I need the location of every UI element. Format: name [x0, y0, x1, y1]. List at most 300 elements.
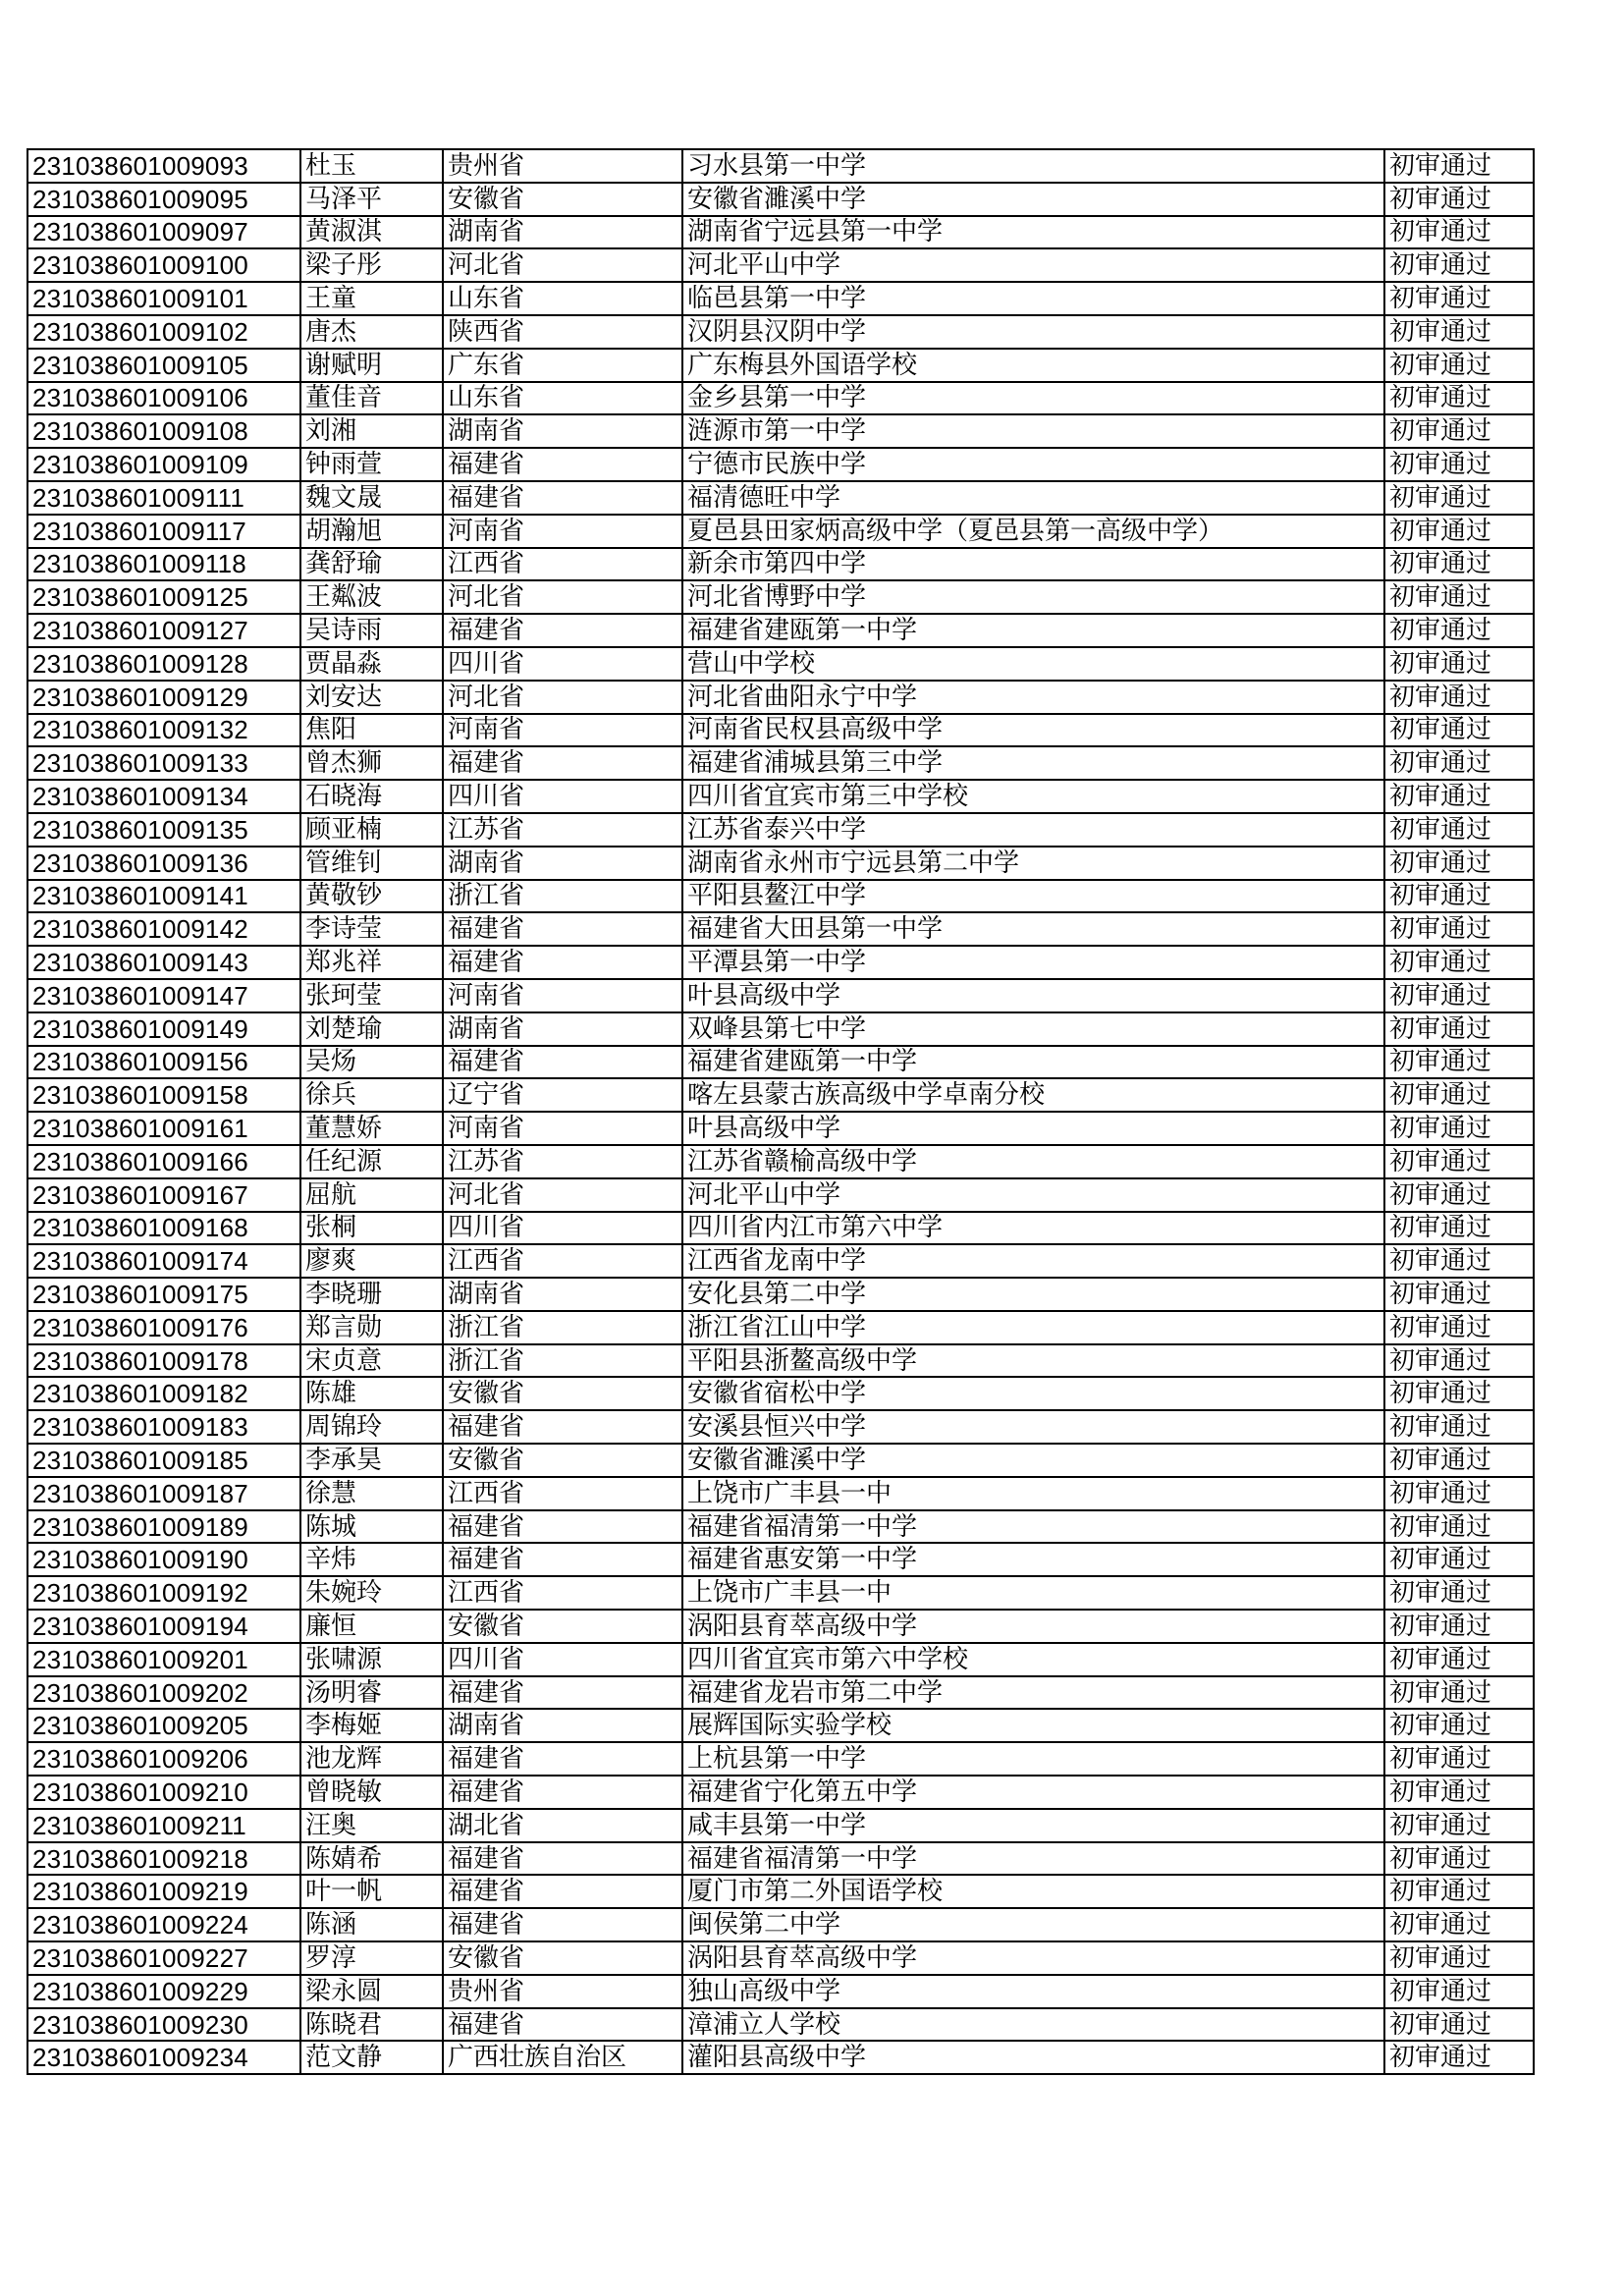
province-cell: 湖南省 — [443, 1012, 682, 1046]
review-status-cell: 初审通过 — [1384, 1742, 1534, 1776]
school-cell: 福建省宁化第五中学 — [682, 1776, 1384, 1809]
applicant-name-cell: 龚舒瑜 — [300, 548, 443, 581]
review-status-cell: 初审通过 — [1384, 1410, 1534, 1444]
applicant-name-cell: 屈航 — [300, 1178, 443, 1212]
applicant-name-cell: 管维钊 — [300, 847, 443, 880]
province-cell: 福建省 — [443, 2008, 682, 2042]
table-row — [27, 515, 1534, 548]
applicant-name-cell: 曾晓敏 — [300, 1776, 443, 1809]
province-cell: 安徽省 — [443, 1941, 682, 1975]
table-row — [27, 1112, 1534, 1145]
review-status-cell: 初审通过 — [1384, 714, 1534, 747]
applicant-id-cell: 231038601009108 — [27, 414, 300, 448]
table-row — [27, 847, 1534, 880]
applicant-id-cell: 231038601009136 — [27, 847, 300, 880]
school-cell: 安徽省宿松中学 — [682, 1377, 1384, 1410]
province-cell: 四川省 — [443, 1212, 682, 1245]
table-row — [27, 1012, 1534, 1046]
applicant-name-cell: 唐杰 — [300, 315, 443, 349]
province-cell: 四川省 — [443, 1643, 682, 1676]
province-cell: 福建省 — [443, 1410, 682, 1444]
applicant-name-cell: 陈婧希 — [300, 1842, 443, 1876]
school-cell: 安溪县恒兴中学 — [682, 1410, 1384, 1444]
school-cell: 临邑县第一中学 — [682, 282, 1384, 315]
applicant-name-cell: 马泽平 — [300, 183, 443, 216]
applicant-name-cell: 宋贞意 — [300, 1344, 443, 1378]
applicant-id-cell: 231038601009149 — [27, 1012, 300, 1046]
table-row — [27, 248, 1534, 282]
school-cell: 叶县高级中学 — [682, 1112, 1384, 1145]
school-cell: 灌阳县高级中学 — [682, 2041, 1384, 2074]
applicant-id-cell: 231038601009185 — [27, 1444, 300, 1477]
applicant-name-cell: 黄淑淇 — [300, 216, 443, 249]
applicant-name-cell: 叶一帆 — [300, 1875, 443, 1908]
review-status-cell: 初审通过 — [1384, 1178, 1534, 1212]
school-cell: 喀左县蒙古族高级中学卓南分校 — [682, 1078, 1384, 1112]
school-cell: 平阳县鳌江中学 — [682, 880, 1384, 913]
province-cell: 福建省 — [443, 912, 682, 946]
school-cell: 上杭县第一中学 — [682, 1742, 1384, 1776]
school-cell: 福建省福清第一中学 — [682, 1510, 1384, 1544]
school-cell: 福建省建瓯第一中学 — [682, 1046, 1384, 1079]
province-cell: 江苏省 — [443, 1145, 682, 1178]
review-status-cell: 初审通过 — [1384, 946, 1534, 979]
province-cell: 河南省 — [443, 1112, 682, 1145]
review-status-cell: 初审通过 — [1384, 1842, 1534, 1876]
table-row — [27, 548, 1534, 581]
school-cell: 福建省大田县第一中学 — [682, 912, 1384, 946]
review-status-cell: 初审通过 — [1384, 1709, 1534, 1742]
applicant-name-cell: 辛炜 — [300, 1543, 443, 1576]
applicant-id-cell: 231038601009133 — [27, 746, 300, 780]
school-cell: 新余市第四中学 — [682, 548, 1384, 581]
table-row — [27, 1344, 1534, 1378]
review-status-cell: 初审通过 — [1384, 813, 1534, 847]
province-cell: 河北省 — [443, 580, 682, 614]
applicant-name-cell: 黄敬钞 — [300, 880, 443, 913]
school-cell: 涟源市第一中学 — [682, 414, 1384, 448]
review-status-cell: 初审通过 — [1384, 979, 1534, 1012]
school-cell: 营山中学校 — [682, 647, 1384, 681]
applicant-name-cell: 陈晓君 — [300, 2008, 443, 2042]
school-cell: 夏邑县田家炳高级中学（夏邑县第一高级中学） — [682, 515, 1384, 548]
school-cell: 湖南省宁远县第一中学 — [682, 216, 1384, 249]
applicant-name-cell: 刘湘 — [300, 414, 443, 448]
applicant-id-cell: 231038601009147 — [27, 979, 300, 1012]
province-cell: 福建省 — [443, 614, 682, 647]
applicant-id-cell: 231038601009156 — [27, 1046, 300, 1079]
table-row — [27, 912, 1534, 946]
review-status-cell: 初审通过 — [1384, 1776, 1534, 1809]
table-row — [27, 2008, 1534, 2042]
applicant-name-cell: 贾晶淼 — [300, 647, 443, 681]
school-cell: 江苏省赣榆高级中学 — [682, 1145, 1384, 1178]
province-cell: 福建省 — [443, 1046, 682, 1079]
table-row — [27, 746, 1534, 780]
province-cell: 广东省 — [443, 349, 682, 382]
school-cell: 咸丰县第一中学 — [682, 1809, 1384, 1842]
province-cell: 河北省 — [443, 681, 682, 714]
applicant-name-cell: 陈城 — [300, 1510, 443, 1544]
applicant-name-cell: 董佳音 — [300, 382, 443, 415]
table-row — [27, 1311, 1534, 1344]
school-cell: 平潭县第一中学 — [682, 946, 1384, 979]
province-cell: 湖南省 — [443, 216, 682, 249]
province-cell: 福建省 — [443, 746, 682, 780]
applicant-id-cell: 231038601009135 — [27, 813, 300, 847]
review-status-cell: 初审通过 — [1384, 1444, 1534, 1477]
table-row — [27, 1046, 1534, 1079]
applicant-name-cell: 石晓海 — [300, 780, 443, 813]
table-row — [27, 1510, 1534, 1544]
applicant-id-cell: 231038601009101 — [27, 282, 300, 315]
applicant-name-cell: 王粼波 — [300, 580, 443, 614]
review-status-cell: 初审通过 — [1384, 780, 1534, 813]
review-status-cell: 初审通过 — [1384, 2008, 1534, 2042]
applicant-id-cell: 231038601009230 — [27, 2008, 300, 2042]
school-cell: 宁德市民族中学 — [682, 448, 1384, 481]
applicant-id-cell: 231038601009183 — [27, 1410, 300, 1444]
applicant-name-cell: 曾杰狮 — [300, 746, 443, 780]
applicant-id-cell: 231038601009105 — [27, 349, 300, 382]
table-row — [27, 1709, 1534, 1742]
review-status-cell: 初审通过 — [1384, 1809, 1534, 1842]
applicant-name-cell: 汤明睿 — [300, 1676, 443, 1710]
province-cell: 河南省 — [443, 979, 682, 1012]
applicant-name-cell: 汪奥 — [300, 1809, 443, 1842]
table-row — [27, 1842, 1534, 1876]
table-row — [27, 183, 1534, 216]
applicant-name-cell: 刘安达 — [300, 681, 443, 714]
table-row — [27, 1676, 1534, 1710]
applicant-id-cell: 231038601009205 — [27, 1709, 300, 1742]
province-cell: 陕西省 — [443, 315, 682, 349]
review-status-cell: 初审通过 — [1384, 1643, 1534, 1676]
school-cell: 河北平山中学 — [682, 1178, 1384, 1212]
review-status-cell: 初审通过 — [1384, 282, 1534, 315]
applicant-id-cell: 231038601009229 — [27, 1975, 300, 2008]
table-row — [27, 1145, 1534, 1178]
table-row — [27, 1444, 1534, 1477]
review-status-cell: 初审通过 — [1384, 912, 1534, 946]
applicant-name-cell: 梁子彤 — [300, 248, 443, 282]
province-cell: 江西省 — [443, 1477, 682, 1510]
applicant-id-cell: 231038601009176 — [27, 1311, 300, 1344]
table-row — [27, 1908, 1534, 1941]
school-cell: 江西省龙南中学 — [682, 1244, 1384, 1278]
table-row — [27, 614, 1534, 647]
province-cell: 福建省 — [443, 1908, 682, 1941]
applicant-name-cell: 王童 — [300, 282, 443, 315]
table-row — [27, 1941, 1534, 1975]
applicant-id-cell: 231038601009128 — [27, 647, 300, 681]
applicant-id-cell: 231038601009158 — [27, 1078, 300, 1112]
applicant-id-cell: 231038601009109 — [27, 448, 300, 481]
school-cell: 四川省内江市第六中学 — [682, 1212, 1384, 1245]
applicant-id-cell: 231038601009227 — [27, 1941, 300, 1975]
review-status-cell: 初审通过 — [1384, 681, 1534, 714]
applicant-id-cell: 231038601009161 — [27, 1112, 300, 1145]
table-row — [27, 1078, 1534, 1112]
review-status-cell: 初审通过 — [1384, 1344, 1534, 1378]
province-cell: 湖南省 — [443, 414, 682, 448]
applicant-name-cell: 池龙辉 — [300, 1742, 443, 1776]
province-cell: 河南省 — [443, 714, 682, 747]
table-row — [27, 1278, 1534, 1311]
province-cell: 福建省 — [443, 481, 682, 515]
table-row — [27, 714, 1534, 747]
table-row — [27, 448, 1534, 481]
applicant-id-cell: 231038601009093 — [27, 149, 300, 183]
table-row — [27, 1875, 1534, 1908]
province-cell: 安徽省 — [443, 1610, 682, 1643]
table-row — [27, 315, 1534, 349]
applicant-name-cell: 董慧娇 — [300, 1112, 443, 1145]
school-cell: 河北省曲阳永宁中学 — [682, 681, 1384, 714]
province-cell: 江西省 — [443, 1576, 682, 1610]
province-cell: 福建省 — [443, 1742, 682, 1776]
province-cell: 贵州省 — [443, 149, 682, 183]
applicant-id-cell: 231038601009142 — [27, 912, 300, 946]
province-cell: 浙江省 — [443, 1311, 682, 1344]
applicant-name-cell: 张桐 — [300, 1212, 443, 1245]
province-cell: 河北省 — [443, 248, 682, 282]
table-row — [27, 813, 1534, 847]
school-cell: 金乡县第一中学 — [682, 382, 1384, 415]
applicant-id-cell: 231038601009167 — [27, 1178, 300, 1212]
review-status-cell: 初审通过 — [1384, 1012, 1534, 1046]
province-cell: 福建省 — [443, 1875, 682, 1908]
applicant-name-cell: 魏文晟 — [300, 481, 443, 515]
province-cell: 四川省 — [443, 647, 682, 681]
review-status-cell: 初审通过 — [1384, 1543, 1534, 1576]
province-cell: 安徽省 — [443, 1444, 682, 1477]
school-cell: 湖南省永州市宁远县第二中学 — [682, 847, 1384, 880]
applicant-name-cell: 梁永圆 — [300, 1975, 443, 2008]
applicant-id-cell: 231038601009168 — [27, 1212, 300, 1245]
school-cell: 独山高级中学 — [682, 1975, 1384, 2008]
review-status-cell: 初审通过 — [1384, 1477, 1534, 1510]
review-status-cell: 初审通过 — [1384, 414, 1534, 448]
province-cell: 江苏省 — [443, 813, 682, 847]
review-status-cell: 初审通过 — [1384, 481, 1534, 515]
applicant-name-cell: 杜玉 — [300, 149, 443, 183]
applicant-id-cell: 231038601009218 — [27, 1842, 300, 1876]
applicant-name-cell: 钟雨萱 — [300, 448, 443, 481]
table-row — [27, 580, 1534, 614]
province-cell: 福建省 — [443, 1776, 682, 1809]
table-row — [27, 1742, 1534, 1776]
applicant-name-cell: 徐兵 — [300, 1078, 443, 1112]
province-cell: 贵州省 — [443, 1975, 682, 2008]
province-cell: 福建省 — [443, 1543, 682, 1576]
school-cell: 四川省宜宾市第三中学校 — [682, 780, 1384, 813]
school-cell: 叶县高级中学 — [682, 979, 1384, 1012]
applicant-name-cell: 徐慧 — [300, 1477, 443, 1510]
school-cell: 福建省龙岩市第二中学 — [682, 1676, 1384, 1710]
school-cell: 福清德旺中学 — [682, 481, 1384, 515]
applicant-id-cell: 231038601009202 — [27, 1676, 300, 1710]
review-status-cell: 初审通过 — [1384, 1311, 1534, 1344]
table-row — [27, 149, 1534, 183]
table-row — [27, 946, 1534, 979]
applicant-id-cell: 231038601009175 — [27, 1278, 300, 1311]
applicant-name-cell: 范文静 — [300, 2041, 443, 2074]
review-status-cell: 初审通过 — [1384, 1676, 1534, 1710]
review-status-cell: 初审通过 — [1384, 1875, 1534, 1908]
applicant-name-cell: 李诗莹 — [300, 912, 443, 946]
applicant-id-cell: 231038601009174 — [27, 1244, 300, 1278]
school-cell: 广东梅县外国语学校 — [682, 349, 1384, 382]
review-status-cell: 初审通过 — [1384, 515, 1534, 548]
applicant-name-cell: 吴炀 — [300, 1046, 443, 1079]
province-cell: 湖南省 — [443, 1278, 682, 1311]
review-status-cell: 初审通过 — [1384, 1510, 1534, 1544]
review-status-cell: 初审通过 — [1384, 448, 1534, 481]
province-cell: 福建省 — [443, 946, 682, 979]
table-row — [27, 1576, 1534, 1610]
table-row — [27, 647, 1534, 681]
review-status-cell: 初审通过 — [1384, 580, 1534, 614]
table-row — [27, 1975, 1534, 2008]
school-cell: 福建省建瓯第一中学 — [682, 614, 1384, 647]
applicant-table-body — [27, 149, 1534, 2074]
applicant-id-cell: 231038601009234 — [27, 2041, 300, 2074]
school-cell: 福建省福清第一中学 — [682, 1842, 1384, 1876]
table-row — [27, 1212, 1534, 1245]
table-row — [27, 1477, 1534, 1510]
review-status-cell: 初审通过 — [1384, 216, 1534, 249]
province-cell: 江西省 — [443, 548, 682, 581]
applicant-name-cell: 周锦玲 — [300, 1410, 443, 1444]
review-status-cell: 初审通过 — [1384, 1941, 1534, 1975]
province-cell: 辽宁省 — [443, 1078, 682, 1112]
review-status-cell: 初审通过 — [1384, 315, 1534, 349]
school-cell: 江苏省泰兴中学 — [682, 813, 1384, 847]
applicant-id-cell: 231038601009224 — [27, 1908, 300, 1941]
applicant-name-cell: 李承昊 — [300, 1444, 443, 1477]
review-status-cell: 初审通过 — [1384, 1908, 1534, 1941]
school-cell: 平阳县浙鳌高级中学 — [682, 1344, 1384, 1378]
applicant-name-cell: 张珂莹 — [300, 979, 443, 1012]
applicant-id-cell: 231038601009211 — [27, 1809, 300, 1842]
applicant-id-cell: 231038601009210 — [27, 1776, 300, 1809]
table-row — [27, 414, 1534, 448]
school-cell: 福建省惠安第一中学 — [682, 1543, 1384, 1576]
applicant-name-cell: 刘楚瑜 — [300, 1012, 443, 1046]
table-row — [27, 1410, 1534, 1444]
table-row — [27, 880, 1534, 913]
applicant-id-cell: 231038601009201 — [27, 1643, 300, 1676]
applicant-id-cell: 231038601009182 — [27, 1377, 300, 1410]
table-row — [27, 349, 1534, 382]
table-row — [27, 1178, 1534, 1212]
school-cell: 浙江省江山中学 — [682, 1311, 1384, 1344]
applicant-id-cell: 231038601009206 — [27, 1742, 300, 1776]
applicant-id-cell: 231038601009117 — [27, 515, 300, 548]
table-row — [27, 1610, 1534, 1643]
table-row — [27, 1809, 1534, 1842]
table-row — [27, 979, 1534, 1012]
applicant-id-cell: 231038601009192 — [27, 1576, 300, 1610]
applicant-id-cell: 231038601009132 — [27, 714, 300, 747]
school-cell: 福建省浦城县第三中学 — [682, 746, 1384, 780]
review-status-cell: 初审通过 — [1384, 1212, 1534, 1245]
applicant-id-cell: 231038601009102 — [27, 315, 300, 349]
review-status-cell: 初审通过 — [1384, 149, 1534, 183]
province-cell: 安徽省 — [443, 1377, 682, 1410]
table-row — [27, 1244, 1534, 1278]
applicant-name-cell: 焦阳 — [300, 714, 443, 747]
table-row — [27, 282, 1534, 315]
applicant-id-cell: 231038601009106 — [27, 382, 300, 415]
school-cell: 安徽省濉溪中学 — [682, 1444, 1384, 1477]
school-cell: 上饶市广丰县一中 — [682, 1477, 1384, 1510]
applicant-id-cell: 231038601009095 — [27, 183, 300, 216]
applicant-id-cell: 231038601009189 — [27, 1510, 300, 1544]
applicant-name-cell: 郑言勋 — [300, 1311, 443, 1344]
province-cell: 福建省 — [443, 1510, 682, 1544]
review-status-cell: 初审通过 — [1384, 349, 1534, 382]
school-cell: 厦门市第二外国语学校 — [682, 1875, 1384, 1908]
applicant-id-cell: 231038601009118 — [27, 548, 300, 581]
province-cell: 山东省 — [443, 282, 682, 315]
school-cell: 漳浦立人学校 — [682, 2008, 1384, 2042]
applicant-id-cell: 231038601009166 — [27, 1145, 300, 1178]
school-cell: 河北省博野中学 — [682, 580, 1384, 614]
applicant-id-cell: 231038601009125 — [27, 580, 300, 614]
school-cell: 安徽省濉溪中学 — [682, 183, 1384, 216]
school-cell: 双峰县第七中学 — [682, 1012, 1384, 1046]
applicant-name-cell: 郑兆祥 — [300, 946, 443, 979]
applicant-name-cell: 廉恒 — [300, 1610, 443, 1643]
applicant-name-cell: 陈涵 — [300, 1908, 443, 1941]
school-cell: 河北平山中学 — [682, 248, 1384, 282]
review-status-cell: 初审通过 — [1384, 614, 1534, 647]
province-cell: 河北省 — [443, 1178, 682, 1212]
review-status-cell: 初审通过 — [1384, 1078, 1534, 1112]
applicant-name-cell: 陈雄 — [300, 1377, 443, 1410]
review-status-cell: 初审通过 — [1384, 1377, 1534, 1410]
school-cell: 四川省宜宾市第六中学校 — [682, 1643, 1384, 1676]
school-cell: 闽侯第二中学 — [682, 1908, 1384, 1941]
applicant-id-cell: 231038601009111 — [27, 481, 300, 515]
applicant-name-cell: 吴诗雨 — [300, 614, 443, 647]
applicant-id-cell: 231038601009178 — [27, 1344, 300, 1378]
school-cell: 习水县第一中学 — [682, 149, 1384, 183]
review-status-cell: 初审通过 — [1384, 1278, 1534, 1311]
school-cell: 展辉国际实验学校 — [682, 1709, 1384, 1742]
province-cell: 四川省 — [443, 780, 682, 813]
table-row — [27, 780, 1534, 813]
review-status-cell: 初审通过 — [1384, 1576, 1534, 1610]
review-status-cell: 初审通过 — [1384, 1145, 1534, 1178]
applicant-id-cell: 231038601009127 — [27, 614, 300, 647]
province-cell: 福建省 — [443, 1676, 682, 1710]
applicant-id-cell: 231038601009141 — [27, 880, 300, 913]
review-status-cell: 初审通过 — [1384, 880, 1534, 913]
province-cell: 江西省 — [443, 1244, 682, 1278]
review-status-cell: 初审通过 — [1384, 1112, 1534, 1145]
province-cell: 湖南省 — [443, 1709, 682, 1742]
table-row — [27, 681, 1534, 714]
school-cell: 涡阳县育萃高级中学 — [682, 1941, 1384, 1975]
table-row — [27, 2041, 1534, 2074]
applicant-name-cell: 张啸源 — [300, 1643, 443, 1676]
table-row — [27, 481, 1534, 515]
school-cell: 涡阳县育萃高级中学 — [682, 1610, 1384, 1643]
applicant-name-cell: 李梅姬 — [300, 1709, 443, 1742]
